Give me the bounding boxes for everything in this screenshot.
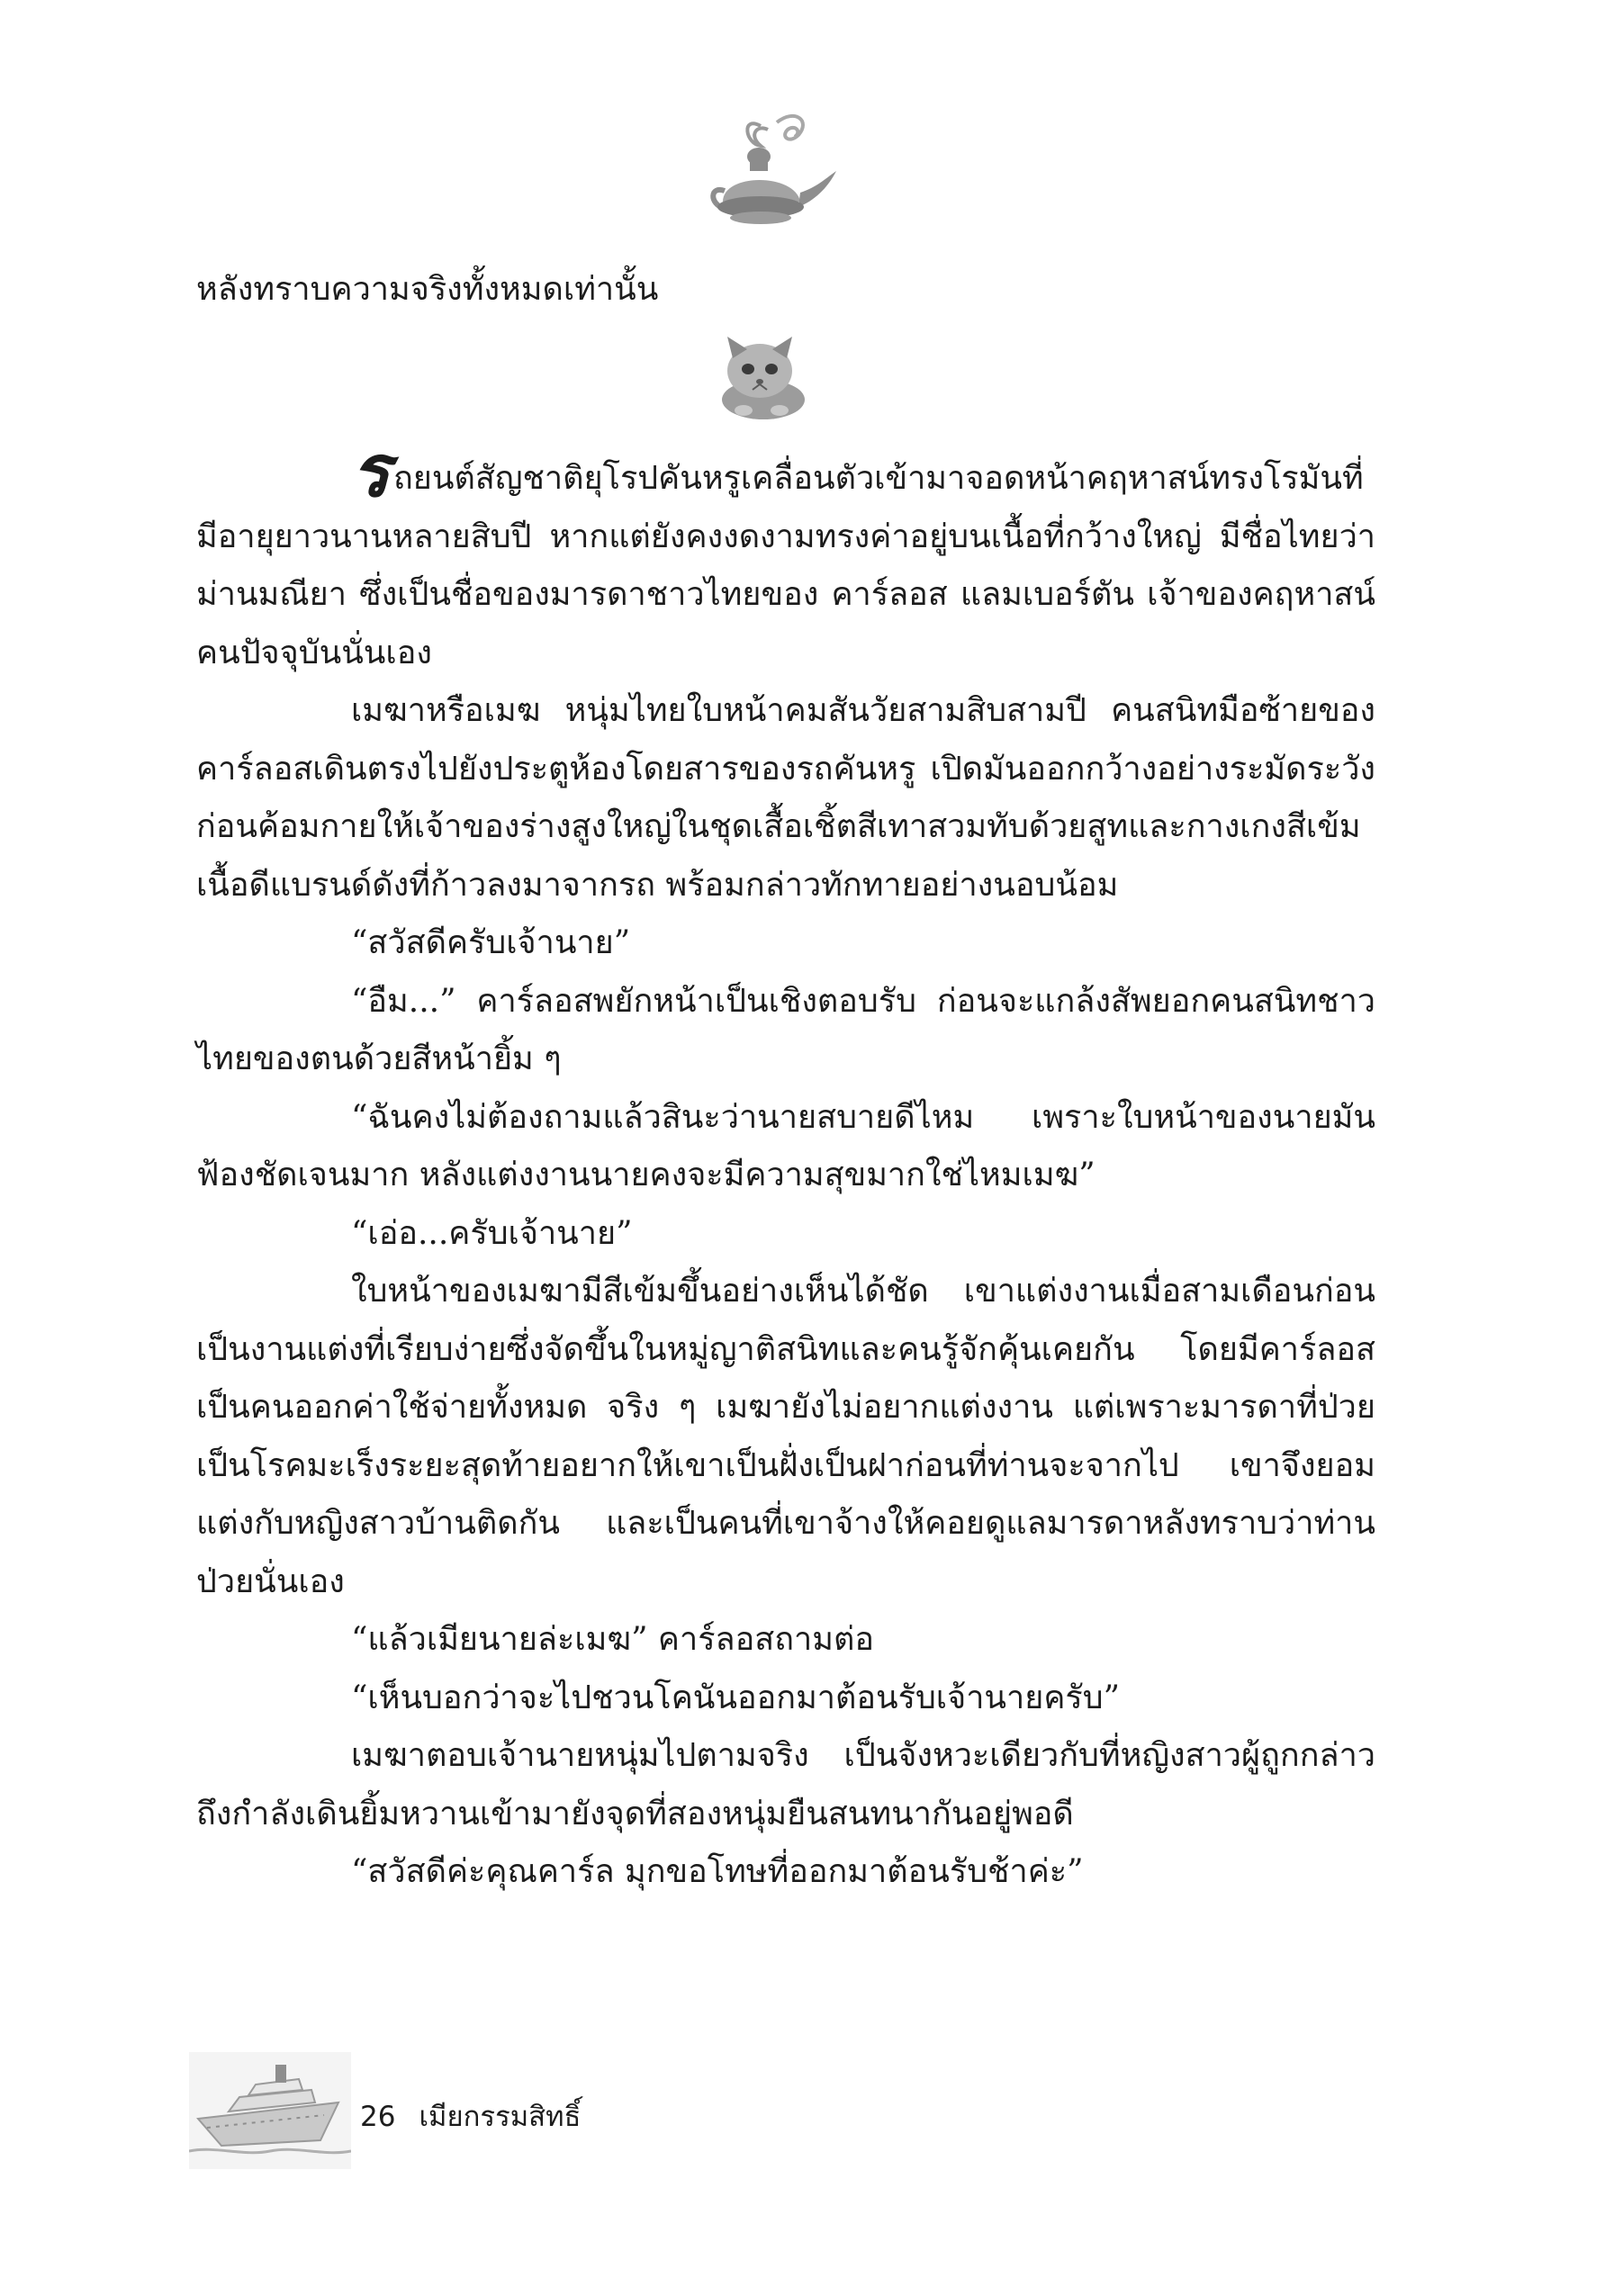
paragraph-1 — [196, 428, 1375, 682]
page-footer — [360, 2093, 604, 2138]
dialogue-line: “เห็นบอกว่าจะไปชวนโคนันออกมาต้อนรับเจ้านายครับ” — [351, 1679, 1121, 1716]
paragraph-10: เมฆาตอบเจ้านายหนุ่มไปตามจริง เป็นจังหวะเดียวกับที่หญิงสาวผู้ถูกกล่าวถึงกำลังเดินยิ้มหวานเข้ามายังจุดที่สองหนุ่มยืนสนทนากันอยู่พอดี — [196, 1737, 1375, 1832]
paragraph-2: เมฆาหรือเมฆ หนุ่มไทยใบหน้าคมสันวัยสามสิบสามปี คนสนิทมือซ้ายของคาร์ลอสเดินตรงไปยังประตูห้องโดยสารของรถคันหรู เปิดมันออกกว้างอย่างระมัดระวัง ก่อนค้อมกายให้เจ้าของร่างสูงใหญ่ในชุดเสื้อเชิ้ตสีเทาสวมทับด้วยสูทและกางเกงสีเข้มเนื้อดีแบรนด์ดังที่ก้าวลงมาจากรถ พร้อมกล่าวทักทายอย่างนอบน้อม — [196, 692, 1375, 904]
book-title: เมียกรรมสิทธิ์ — [419, 2101, 582, 2133]
ship-ornament-icon — [189, 2052, 351, 2169]
paragraph-5: “ฉันคงไม่ต้องถามแล้วสินะว่านายสบายดีไหม เพราะใบหน้าของนายมันฟ้องชัดเจนมาก หลังแต่งงานนายคงจะมีความสุขมากใช่ไหมเมฆ” — [196, 1098, 1375, 1193]
paragraph-7: ใบหน้าของเมฆามีสีเข้มขึ้นอย่างเห็นได้ชัด เขาแต่งงานเมื่อสามเดือนก่อน เป็นงานแต่งที่เรียบง่ายซึ่งจัดขึ้นในหมู่ญาติสนิทและคนรู้จักคุ้นเคยกัน โดยมีคาร์ลอสเป็นคนออกค่าใช้จ่ายทั้งหมด จริง ๆ เมฆายังไม่อยากแต่งงาน แต่เพราะมารดาที่ป่วยเป็นโรคมะเร็งระยะสุดท้ายอยากให้เขาเป็นฝั่งเป็นฝาก่อนที่ท่านจะจากไป เขาจึงยอมแต่งกับหญิงสาวบ้านติดกัน และเป็นคนที่เขาจ้างให้คอยดูแลมารดาหลังทราบว่าท่านป่วยนั่นเอง — [196, 1273, 1375, 1600]
lead-paragraph — [196, 261, 1375, 320]
dialogue-line: “เอ่อ...ครับเจ้านาย” — [351, 1214, 633, 1252]
cat-ornament-icon — [708, 324, 816, 423]
dialogue-line: “สวัสดีค่ะคุณคาร์ล มุกขอโทษที่ออกมาต้อนรับช้าค่ะ” — [351, 1853, 1084, 1890]
drop-cap: ร — [351, 428, 390, 513]
dialogue-line: “สวัสดีครับเจ้านาย” — [351, 924, 631, 961]
paragraph-4: “อืม...” คาร์ลอสพยักหน้าเป็นเชิงตอบรับ ก่อนจะแกล้งสัพยอกคนสนิทชาวไทยของตนด้วยสีหน้ายิ้ม ๆ — [196, 982, 1375, 1077]
dialogue-line: “แล้วเมียนายล่ะเมฆ” คาร์ลอสถามต่อ — [351, 1621, 874, 1658]
teapot-ornament-icon — [705, 108, 840, 234]
paragraph-text: ถยนต์สัญชาติยุโรปคันหรูเคลื่อนตัวเข้ามาจอดหน้าคฤหาสน์ทรงโรมันที่มีอายุยาวนานหลายสิบปี หากแต่ยังคงงดงามทรงค่าอยู่บนเนื้อที่กว้างใหญ่ มีชื่อไทยว่าม่านมณียา ซึ่งเป็นชื่อของมารดาชาวไทยของ คาร์ลอส แลมเบอร์ตัน เจ้าของคฤหาสน์คนปัจจุบันนั่นเอง — [196, 460, 1375, 671]
page-number: 26 — [360, 2101, 396, 2133]
continued-line: หลังทราบความจริงทั้งหมดเท่านั้น — [196, 271, 659, 308]
main-text — [196, 428, 1375, 1902]
